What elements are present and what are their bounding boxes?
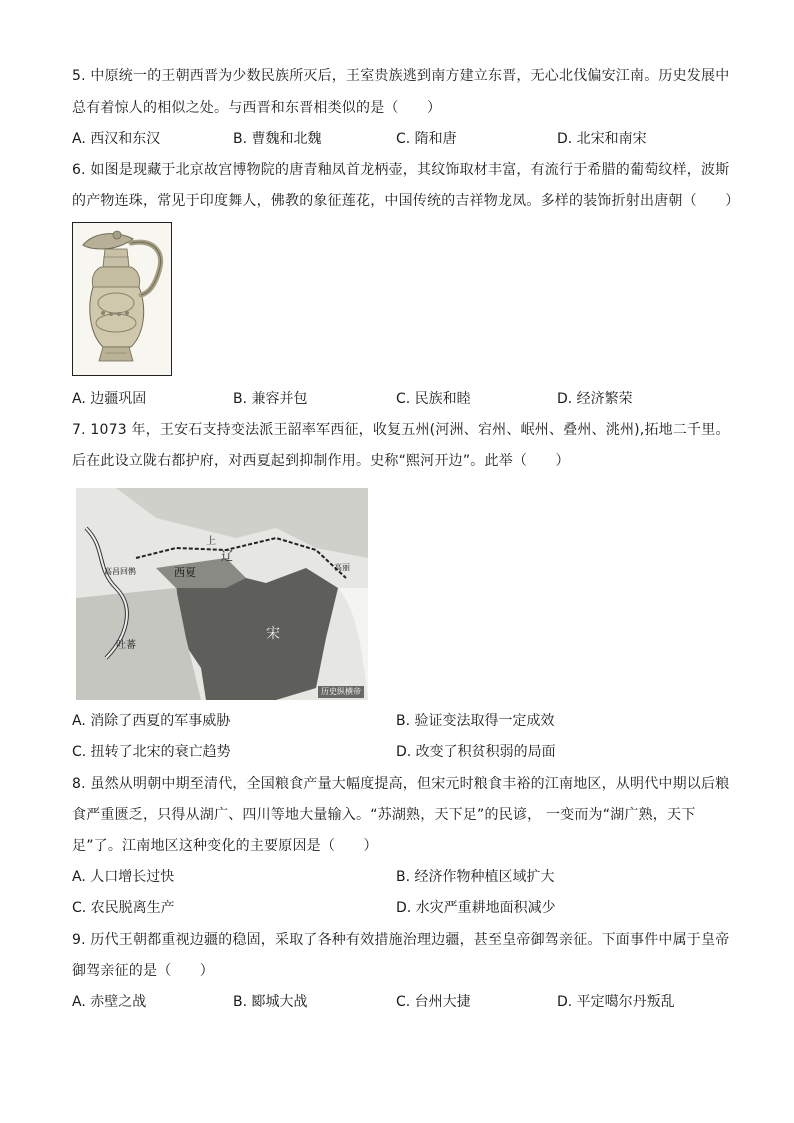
q7-option-a[interactable]: A. 消除了西夏的军事威胁 bbox=[72, 713, 231, 729]
q8-option-d[interactable]: D. 水灾严重耕地面积减少 bbox=[396, 900, 556, 916]
q5-option-c[interactable]: C. 隋和唐 bbox=[396, 131, 457, 147]
map-label-song: 宋 bbox=[266, 626, 280, 642]
q5-option-d[interactable]: D. 北宋和南宋 bbox=[557, 131, 647, 147]
q7-option-d[interactable]: D. 改变了积贫积弱的局面 bbox=[396, 744, 556, 760]
q8-stem-line2: 食严重匮乏，只得从湖广、四川等地大量输入。“苏湖熟，天下足”的民谚， 一变而为“湖广熟，天下 bbox=[72, 807, 696, 823]
q5-option-b[interactable]: B. 曹魏和北魏 bbox=[233, 131, 322, 147]
q6-stem-line2: 的产物连珠，常见于印度舞人，佛教的象征莲花，中国传统的吉祥物龙凤。多样的装饰折射出唐朝（ ） bbox=[72, 193, 740, 209]
q8-stem-line1: 8. 虽然从明朝中期至清代，全国粮食产量大幅度提高，但宋元时粮食丰裕的江南地区，从明代中期以后粮 bbox=[72, 776, 730, 792]
q9-option-c[interactable]: C. 台州大捷 bbox=[396, 994, 471, 1010]
q7-option-b[interactable]: B. 验证变法取得一定成效 bbox=[396, 713, 555, 729]
q8-option-b[interactable]: B. 经济作物种植区域扩大 bbox=[396, 869, 555, 885]
q5-stem-line1: 5. 中原统一的王朝西晋为少数民族所灭后，王室贵族逃到南方建立东晋，无心北伐偏安江南。历史发展中 bbox=[72, 68, 730, 84]
q8-option-a[interactable]: A. 人口增长过快 bbox=[72, 869, 175, 885]
q8-option-c[interactable]: C. 农民脱离生产 bbox=[72, 900, 175, 916]
q5-option-a[interactable]: A. 西汉和东汉 bbox=[72, 131, 161, 147]
song-xixia-map-figure bbox=[76, 488, 368, 700]
map-label-liao: 辽 bbox=[221, 549, 234, 563]
map-label-xixia: 西夏 bbox=[174, 566, 196, 579]
q8-stem-line3: 足”了。江南地区这种变化的主要原因是（ ） bbox=[72, 838, 378, 854]
map-label-goryeo: 高丽 bbox=[334, 563, 350, 572]
q9-option-a[interactable]: A. 赤壁之战 bbox=[72, 994, 147, 1010]
phoenix-head-dragon-handle-ewer-illustration bbox=[73, 223, 171, 375]
map-label-shang: 上 bbox=[206, 536, 216, 547]
q6-stem-line1: 6. 如图是现藏于北京故宫博物院的唐青釉凤首龙柄壶，其纹饰取材丰富，有流行于希腊的葡萄纹样，波斯 bbox=[72, 162, 730, 178]
q7-stem-line2: 后在此设立陇右都护府，对西夏起到抑制作用。史称“熙河开边”。此举（ ） bbox=[72, 453, 570, 469]
map-watermark-caption: 历史纵横帝 bbox=[318, 686, 364, 698]
q9-option-b[interactable]: B. 郾城大战 bbox=[233, 994, 308, 1010]
celadon-ewer-figure bbox=[72, 222, 172, 376]
northern-song-map-illustration bbox=[76, 488, 368, 700]
map-label-gaochang: 高昌回鹘 bbox=[104, 567, 136, 576]
q6-option-d[interactable]: D. 经济繁荣 bbox=[557, 391, 633, 407]
q5-stem-line2: 总有着惊人的相似之处。与西晋和东晋相类似的是（ ） bbox=[72, 100, 442, 116]
q7-stem-line1: 7. 1073 年，王安石支持变法派王韶率军西征，收复五州(河洲、宕州、岷州、叠州、洮州),拓地二千里。 bbox=[72, 422, 730, 438]
q9-stem-line2: 御驾亲征的是（ ） bbox=[72, 963, 214, 979]
q6-option-c[interactable]: C. 民族和睦 bbox=[396, 391, 471, 407]
q6-option-a[interactable]: A. 边疆巩固 bbox=[72, 391, 147, 407]
q7-option-c[interactable]: C. 扭转了北宋的衰亡趋势 bbox=[72, 744, 231, 760]
q6-option-b[interactable]: B. 兼容并包 bbox=[233, 391, 308, 407]
map-label-tubo: 吐蕃 bbox=[116, 640, 136, 651]
q9-stem-line1: 9. 历代王朝都重视边疆的稳固，采取了各种有效措施治理边疆，甚至皇帝御驾亲征。下面事件中属于皇帝 bbox=[72, 932, 730, 948]
q9-option-d[interactable]: D. 平定噶尔丹叛乱 bbox=[557, 994, 675, 1010]
